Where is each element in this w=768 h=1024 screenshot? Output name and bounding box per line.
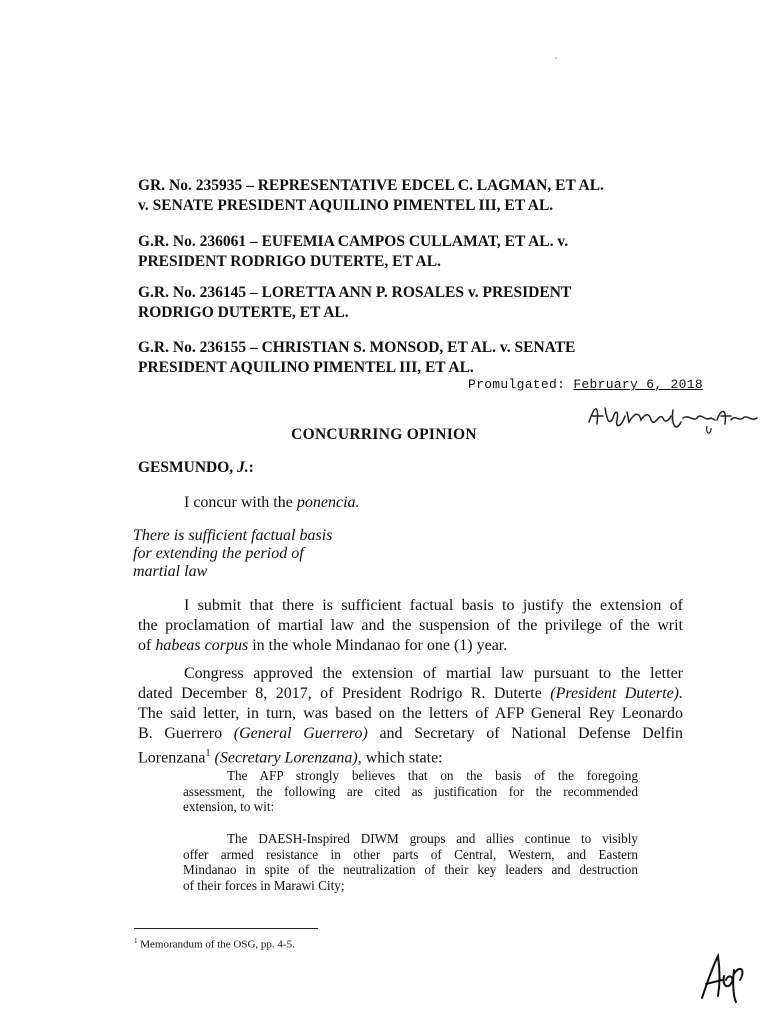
judge-colon: : [248, 459, 254, 476]
caption-line: GR. No. 235935 – REPRESENTATIVE EDCEL C. LAGMAN, ET AL. [138, 177, 604, 194]
caption-line: v. SENATE PRESIDENT AQUILINO PIMENTEL III, ET AL. [138, 197, 554, 214]
caption-line: G.R. No. 236145 – LORETTA ANN P. ROSALES v. PRESIDENT [138, 284, 572, 301]
judge-name [138, 459, 254, 477]
footnote-text: Memorandum of the OSG, pp. 4-5. [137, 938, 295, 951]
emphasis-president-duterte: (President Duterte). [550, 685, 683, 702]
footnote [134, 937, 295, 951]
judge-surname: GESMUNDO, [138, 459, 238, 476]
handwritten-initials [698, 950, 748, 1005]
case-caption-235935 [138, 176, 683, 216]
subheading-line: for extending the period of [133, 545, 304, 562]
paragraph-line: Congress approved the extension of martial law pursuant to the letter [184, 665, 683, 682]
section-subheading [133, 527, 368, 581]
concur-emphasis: ponencia. [296, 494, 360, 511]
quote-line: offer armed resistance in other parts of Central, Western, and Eastern [183, 846, 638, 862]
paragraph-line [138, 636, 683, 656]
promulgated-date: February 6, 2018 [573, 377, 703, 392]
paragraph-line: The said letter, in turn, was based on the letters of AFP General Rey Leonardo [138, 705, 683, 722]
concur-text: I concur with the [184, 494, 297, 511]
quote-line: extension, to wit: [183, 799, 275, 814]
caption-line: PRESIDENT RODRIGO DUTERTE, ET AL. [138, 253, 441, 270]
block-quote-daesh-groups [183, 831, 638, 893]
text-run: , which state: [357, 749, 443, 767]
paragraph-line: the proclamation of martial law and the suspension of the privilege of the writ [138, 617, 683, 634]
quote-line: Mindanao in spite of the neutralization of their key leaders and destruction [183, 862, 638, 877]
scan-speck [555, 57, 557, 59]
promulgated-label: Promulgated: [468, 377, 566, 392]
paragraph-line [138, 684, 683, 704]
caption-line: RODRIGO DUTERTE, ET AL. [138, 304, 349, 321]
quote-line: The DAESH-Inspired DIWM groups and allies continue to visibly [227, 831, 638, 846]
text-run: Lorenzana [138, 749, 206, 767]
judge-title: J. [237, 459, 249, 476]
text-run: dated December 8, 2017, of President Rodrigo R. Duterte [138, 685, 551, 702]
footnote-marker: 1 [134, 937, 138, 945]
subheading-line: martial law [133, 563, 208, 580]
text-run: of [138, 637, 156, 654]
emphasis-secretary-lorenzana: (Secretary Lorenzana) [210, 749, 358, 767]
text-run: and Secretary of National Defense Delfin [367, 725, 684, 742]
promulgation-stamp [468, 377, 703, 392]
text-run: in the whole Mindanao for one (1) year. [248, 637, 508, 654]
opinion-heading: CONCURRING OPINION [291, 426, 477, 443]
paragraph-line [138, 744, 683, 768]
paragraph-line: I submit that there is sufficient factual basis to justify the extension of [184, 597, 683, 614]
quote-line: assessment, the following are cited as justification for the recommended [183, 783, 638, 799]
concur-sentence [184, 493, 584, 513]
paragraph-factual-basis [138, 596, 683, 656]
case-caption-236155 [138, 338, 683, 378]
emphasis-general-guerrero: (General Guerrero) [233, 725, 368, 742]
text-run: B. Guerrero [138, 725, 234, 742]
emphasis-habeas-corpus: habeas corpus [155, 637, 249, 654]
caption-line: G.R. No. 236061 – EUFEMIA CAMPOS CULLAMAT, ET AL. v. [138, 233, 569, 250]
subheading-line: There is sufficient factual basis [133, 527, 333, 544]
caption-line: PRESIDENT AQUILINO PIMENTEL III, ET AL. [138, 359, 474, 376]
paragraph-congress-approval [138, 664, 683, 768]
caption-line: G.R. No. 236155 – CHRISTIAN S. MONSOD, ET AL. v. SENATE [138, 339, 576, 356]
quote-line: of their forces in Marawi City; [183, 877, 345, 893]
paragraph-line [138, 724, 683, 744]
case-caption-236145 [138, 283, 683, 323]
footnote-reference: 1 [205, 748, 211, 759]
footnote-divider [134, 928, 318, 929]
case-caption-236061 [138, 232, 683, 272]
quote-line: The AFP strongly believes that on the basis of the foregoing [227, 768, 638, 783]
block-quote-afp-assessment [183, 768, 638, 815]
